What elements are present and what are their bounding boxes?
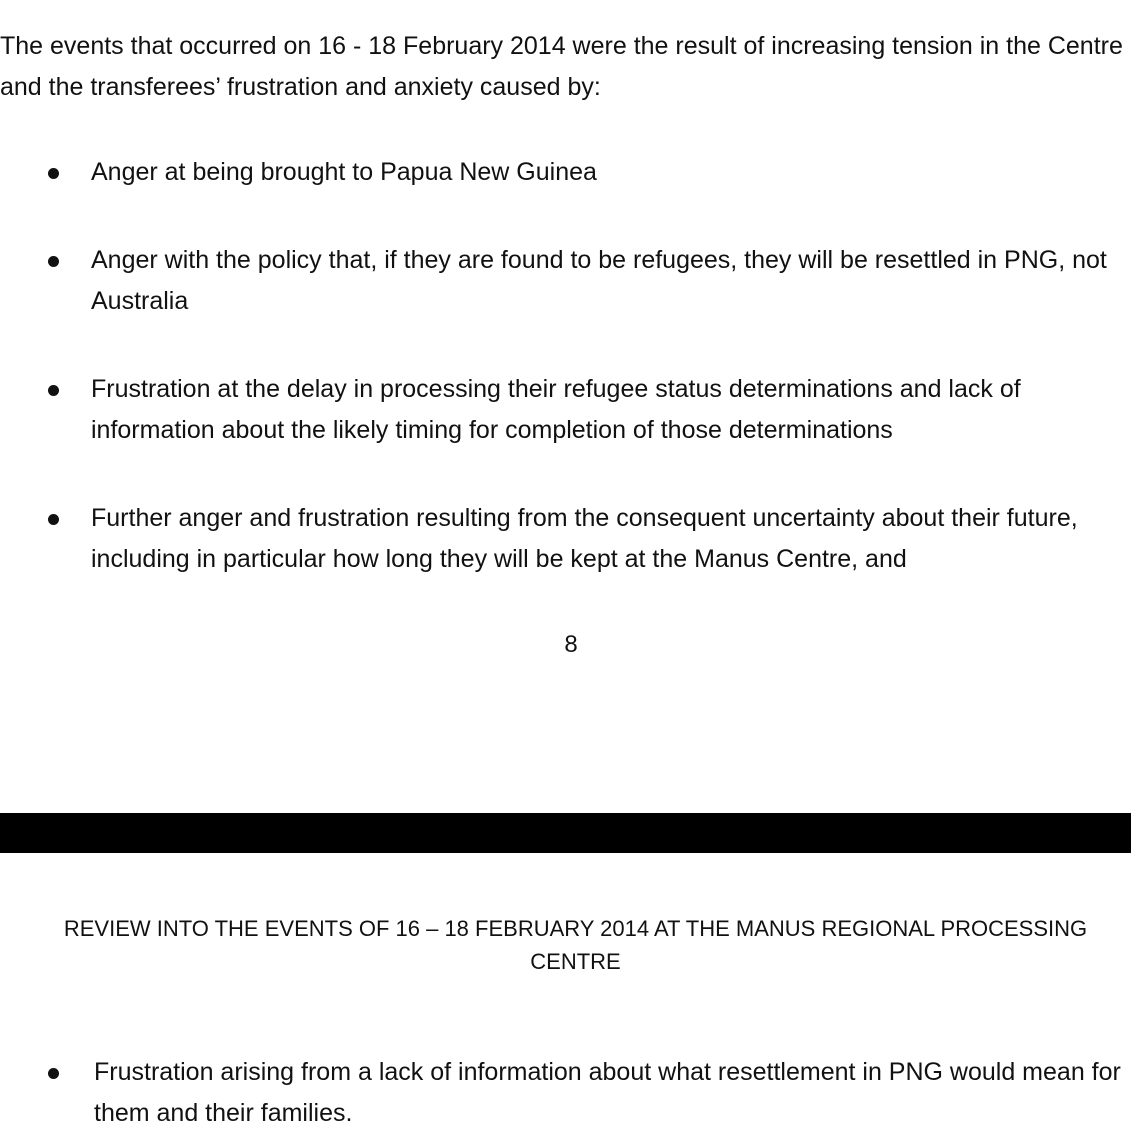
list-item [0, 498, 1131, 580]
list-item [0, 152, 1131, 193]
list-item-text: Anger with the policy that, if they are found to be refugees, they will be resettled in PNG, not Australia [91, 246, 1107, 315]
bullet-icon [48, 385, 59, 396]
bullet-icon [48, 1068, 59, 1079]
running-header: REVIEW INTO THE EVENTS OF 16 – 18 FEBRUARY 2014 AT THE MANUS REGIONAL PROCESSING CENTRE [63, 916, 1088, 974]
list-item [0, 240, 1131, 322]
list-item-text: Frustration arising from a lack of information about what resettlement in PNG would mean for them and their families. [94, 1058, 1121, 1127]
list-item [0, 369, 1131, 451]
list-item-text: Further anger and frustration resulting from the consequent uncertainty about their future, including in particular how long they will be kept at the Manus Centre, and [91, 504, 1078, 573]
cause-list [0, 152, 1131, 627]
cause-list-continued [0, 1052, 1131, 1134]
bullet-icon [48, 514, 59, 525]
bullet-icon [48, 168, 59, 179]
page-number: 8 [564, 631, 578, 658]
intro-paragraph: The events that occurred on 16 - 18 February 2014 were the result of increasing tension in the Centre and the transferees’ frustration and anxiety caused by: [0, 32, 1123, 101]
page-divider [0, 813, 1131, 853]
bullet-icon [48, 256, 59, 267]
list-item-text: Anger at being brought to Papua New Guinea [91, 158, 597, 186]
list-item-text: Frustration at the delay in processing their refugee status determinations and lack of information about the likely timing for completion of those determinations [91, 375, 1021, 444]
list-item [0, 1052, 1131, 1134]
